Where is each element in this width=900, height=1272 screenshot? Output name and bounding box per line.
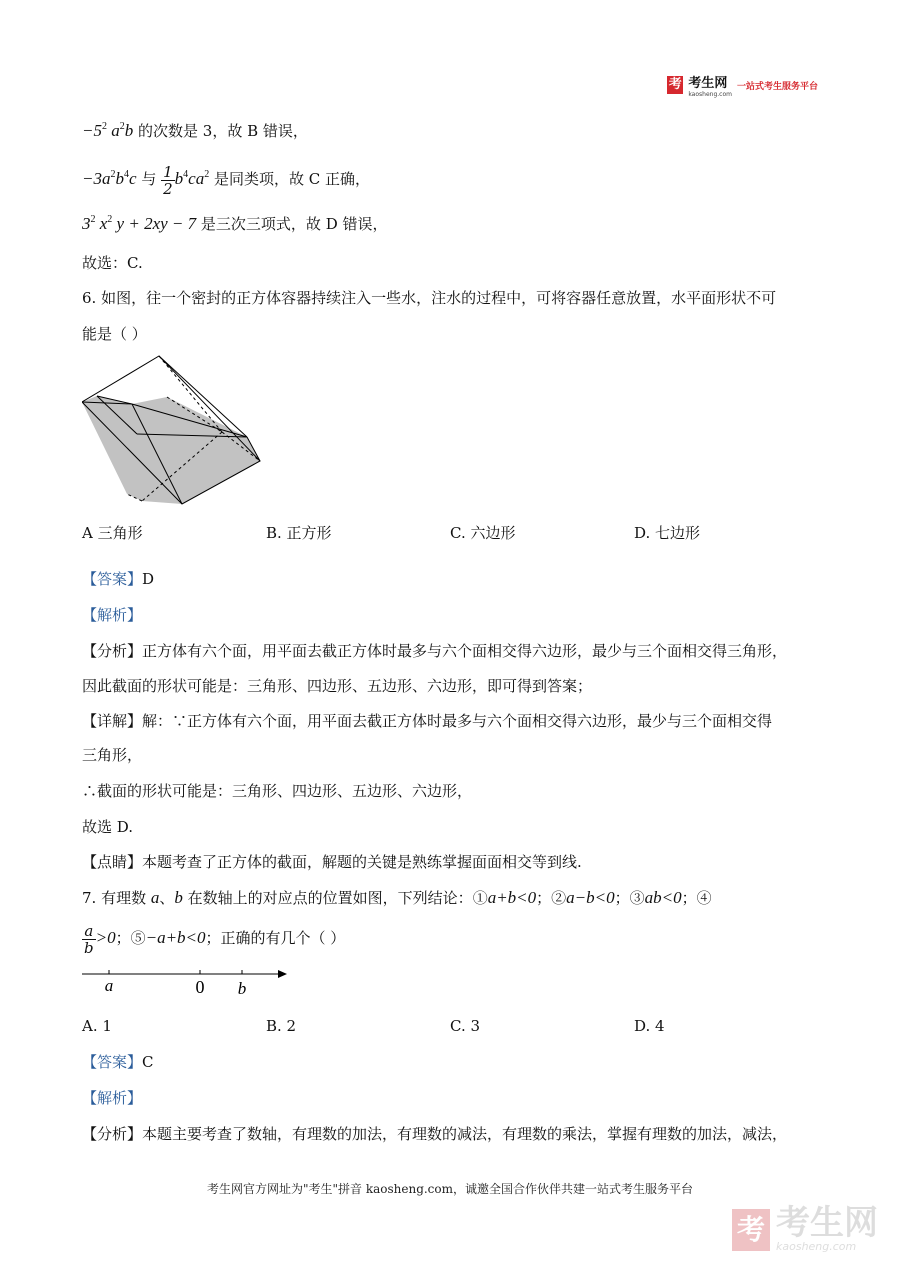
- expr-b: $-5^2$ $a^2b$: [82, 121, 134, 140]
- q6-fenxi-1: [82, 641, 787, 661]
- q6-answer: [82, 569, 154, 589]
- q6-stem-1: 6. 如图，往一个密封的正方体容器持续注入一些水，注水的过程中，可将容器任意放置，水平面形状不可: [82, 289, 777, 307]
- q7-stem-mid: 在数轴上的对应点的位置如图，下列结论：: [187, 889, 473, 907]
- q7-fenxi-tag: 【分析】: [82, 1125, 143, 1143]
- prev-line-2-mid: 与: [141, 170, 157, 188]
- prev-line-3: [82, 210, 388, 234]
- q6-dianjing-tag: 【点睛】: [82, 853, 143, 871]
- q6-choice: 故选 D.: [82, 818, 134, 836]
- watermark-name: 考生网: [776, 1203, 878, 1243]
- logo-text: [688, 72, 732, 98]
- expr-c-left: $-3a^2b^4c$: [82, 169, 137, 188]
- q6-dianjing: [82, 852, 582, 872]
- axis-label-a: a: [104, 976, 114, 995]
- q7-option-b[interactable]: B. 2: [266, 1017, 297, 1035]
- q7-c3-mark: ；③: [614, 889, 645, 907]
- prev-choice: 故选：C.: [82, 254, 143, 272]
- q6-answer-tag: 【答案】: [82, 570, 143, 588]
- frac-den: 2: [163, 179, 173, 198]
- q7-var-b: b: [174, 888, 183, 907]
- q7-var-a: a: [150, 888, 160, 907]
- q7-answer-value: C: [142, 1053, 154, 1071]
- logo-name: 考生网: [688, 76, 728, 91]
- frac-num: 1: [163, 162, 173, 181]
- q6-answer-value: D: [142, 570, 155, 588]
- logo-slogan: 一站式考生服务平台: [736, 81, 818, 92]
- fraction-half: [161, 164, 175, 197]
- q7-stem-end: ；正确的有几个（ ）: [205, 929, 346, 947]
- q7-c4-den: b: [84, 938, 94, 957]
- q7-c4-mark: ；④: [681, 889, 712, 907]
- site-logo: [667, 72, 818, 98]
- q6-xiangjie-1: [82, 711, 772, 731]
- q6-option-a[interactable]: A 三角形: [82, 524, 143, 542]
- q6-option-b[interactable]: B. 正方形: [266, 524, 332, 542]
- q7-option-c[interactable]: C. 3: [450, 1017, 481, 1035]
- q7-option-a[interactable]: A. 1: [82, 1017, 112, 1035]
- q7-c1-mark: ①: [472, 889, 488, 907]
- q7-option-d[interactable]: D. 4: [634, 1017, 665, 1035]
- q7-c2: a−b<0: [566, 888, 615, 907]
- q7-c2-mark: ；②: [536, 889, 567, 907]
- q7-fenxi-text-1: 本题主要考查了数轴，有理数的加法，有理数的减法，有理数的乘法，掌握有理数的加法，减法，: [142, 1125, 788, 1143]
- logo-mark-icon: 考: [668, 77, 682, 92]
- prev-line-3-text: 是三次三项式，故 D 错误，: [200, 215, 388, 233]
- q7-c3: ab<0: [644, 888, 682, 907]
- q7-c1: a+b<0: [487, 888, 537, 907]
- q7-analysis-tag: 【解析】: [82, 1089, 143, 1107]
- watermark-text: [776, 1203, 878, 1253]
- q7-answer: [82, 1052, 154, 1072]
- watermark-url: kaosheng.com: [776, 1240, 857, 1253]
- q6-fenxi-tag: 【分析】: [82, 642, 143, 660]
- logo-url: kaosheng.com: [688, 91, 732, 98]
- axis-label-0: 0: [195, 977, 205, 997]
- q6-fenxi-text-1: 正方体有六个面，用平面去截正方体时最多与六个面相交得六边形，最少与三个面相交得三角形，: [142, 642, 788, 660]
- q7-answer-tag: 【答案】: [82, 1053, 143, 1071]
- q6-option-d[interactable]: D. 七边形: [634, 524, 701, 542]
- expr-c-right: $b^4ca^2$: [174, 169, 210, 188]
- q7-stem-1: [82, 888, 712, 908]
- q7-c5-mark: ；⑤: [115, 929, 146, 947]
- q7-fenxi-1: [82, 1124, 787, 1144]
- expr-d: $3^2$ $x^2$ y + 2xy − 7: [82, 214, 197, 233]
- cube-figure: [82, 352, 266, 508]
- q7-stem-start: 7. 有理数: [82, 889, 147, 907]
- prev-line-2-text: 是同类项，故 C 正确，: [213, 170, 370, 188]
- q6-xiangjie-text-1: 解：∵正方体有六个面，用平面去截正方体时最多与六个面相交得六边形，最少与三个面相交得: [142, 712, 773, 730]
- q6-xiangjie-2: 三角形，: [82, 746, 143, 764]
- q6-analysis-tag: 【解析】: [82, 606, 143, 624]
- prev-line-1: [82, 117, 308, 141]
- page-footer: 考生网官方网址为"考生"拼音 kaosheng.com，诚邀全国合作伙伴共建一站式考生服务平台: [206, 1182, 694, 1196]
- q6-stem-2: 能是（ ）: [82, 325, 147, 343]
- q6-dianjing-text: 本题考查了正方体的截面，解题的关键是熟练掌握面面相交等到线.: [142, 853, 582, 871]
- q6-fenxi-2: 因此截面的形状可能是：三角形、四边形、五边形、六边形，即可得到答案；: [82, 677, 593, 695]
- q7-c4-tail: >0: [95, 928, 116, 947]
- watermark-mark-icon: 考: [732, 1209, 770, 1251]
- axis-label-b: b: [237, 979, 247, 998]
- q6-xiangjie-3: ∴截面的形状可能是：三角形、四边形、五边形、六边形，: [82, 782, 473, 800]
- prev-line-2: [82, 156, 370, 198]
- q7-sep: 、: [159, 889, 175, 907]
- watermark: [732, 1203, 878, 1253]
- q7-c5: −a+b<0: [145, 928, 206, 947]
- q7-c4-num: a: [82, 923, 96, 940]
- number-line: [82, 962, 292, 998]
- q6-option-c[interactable]: C. 六边形: [450, 524, 516, 542]
- q7-stem-2: [82, 918, 345, 958]
- q7-c4-frac: [82, 923, 96, 956]
- prev-line-1-text: 的次数是 3，故 B 错误，: [138, 122, 308, 140]
- q6-xiangjie-tag: 【详解】: [82, 712, 143, 730]
